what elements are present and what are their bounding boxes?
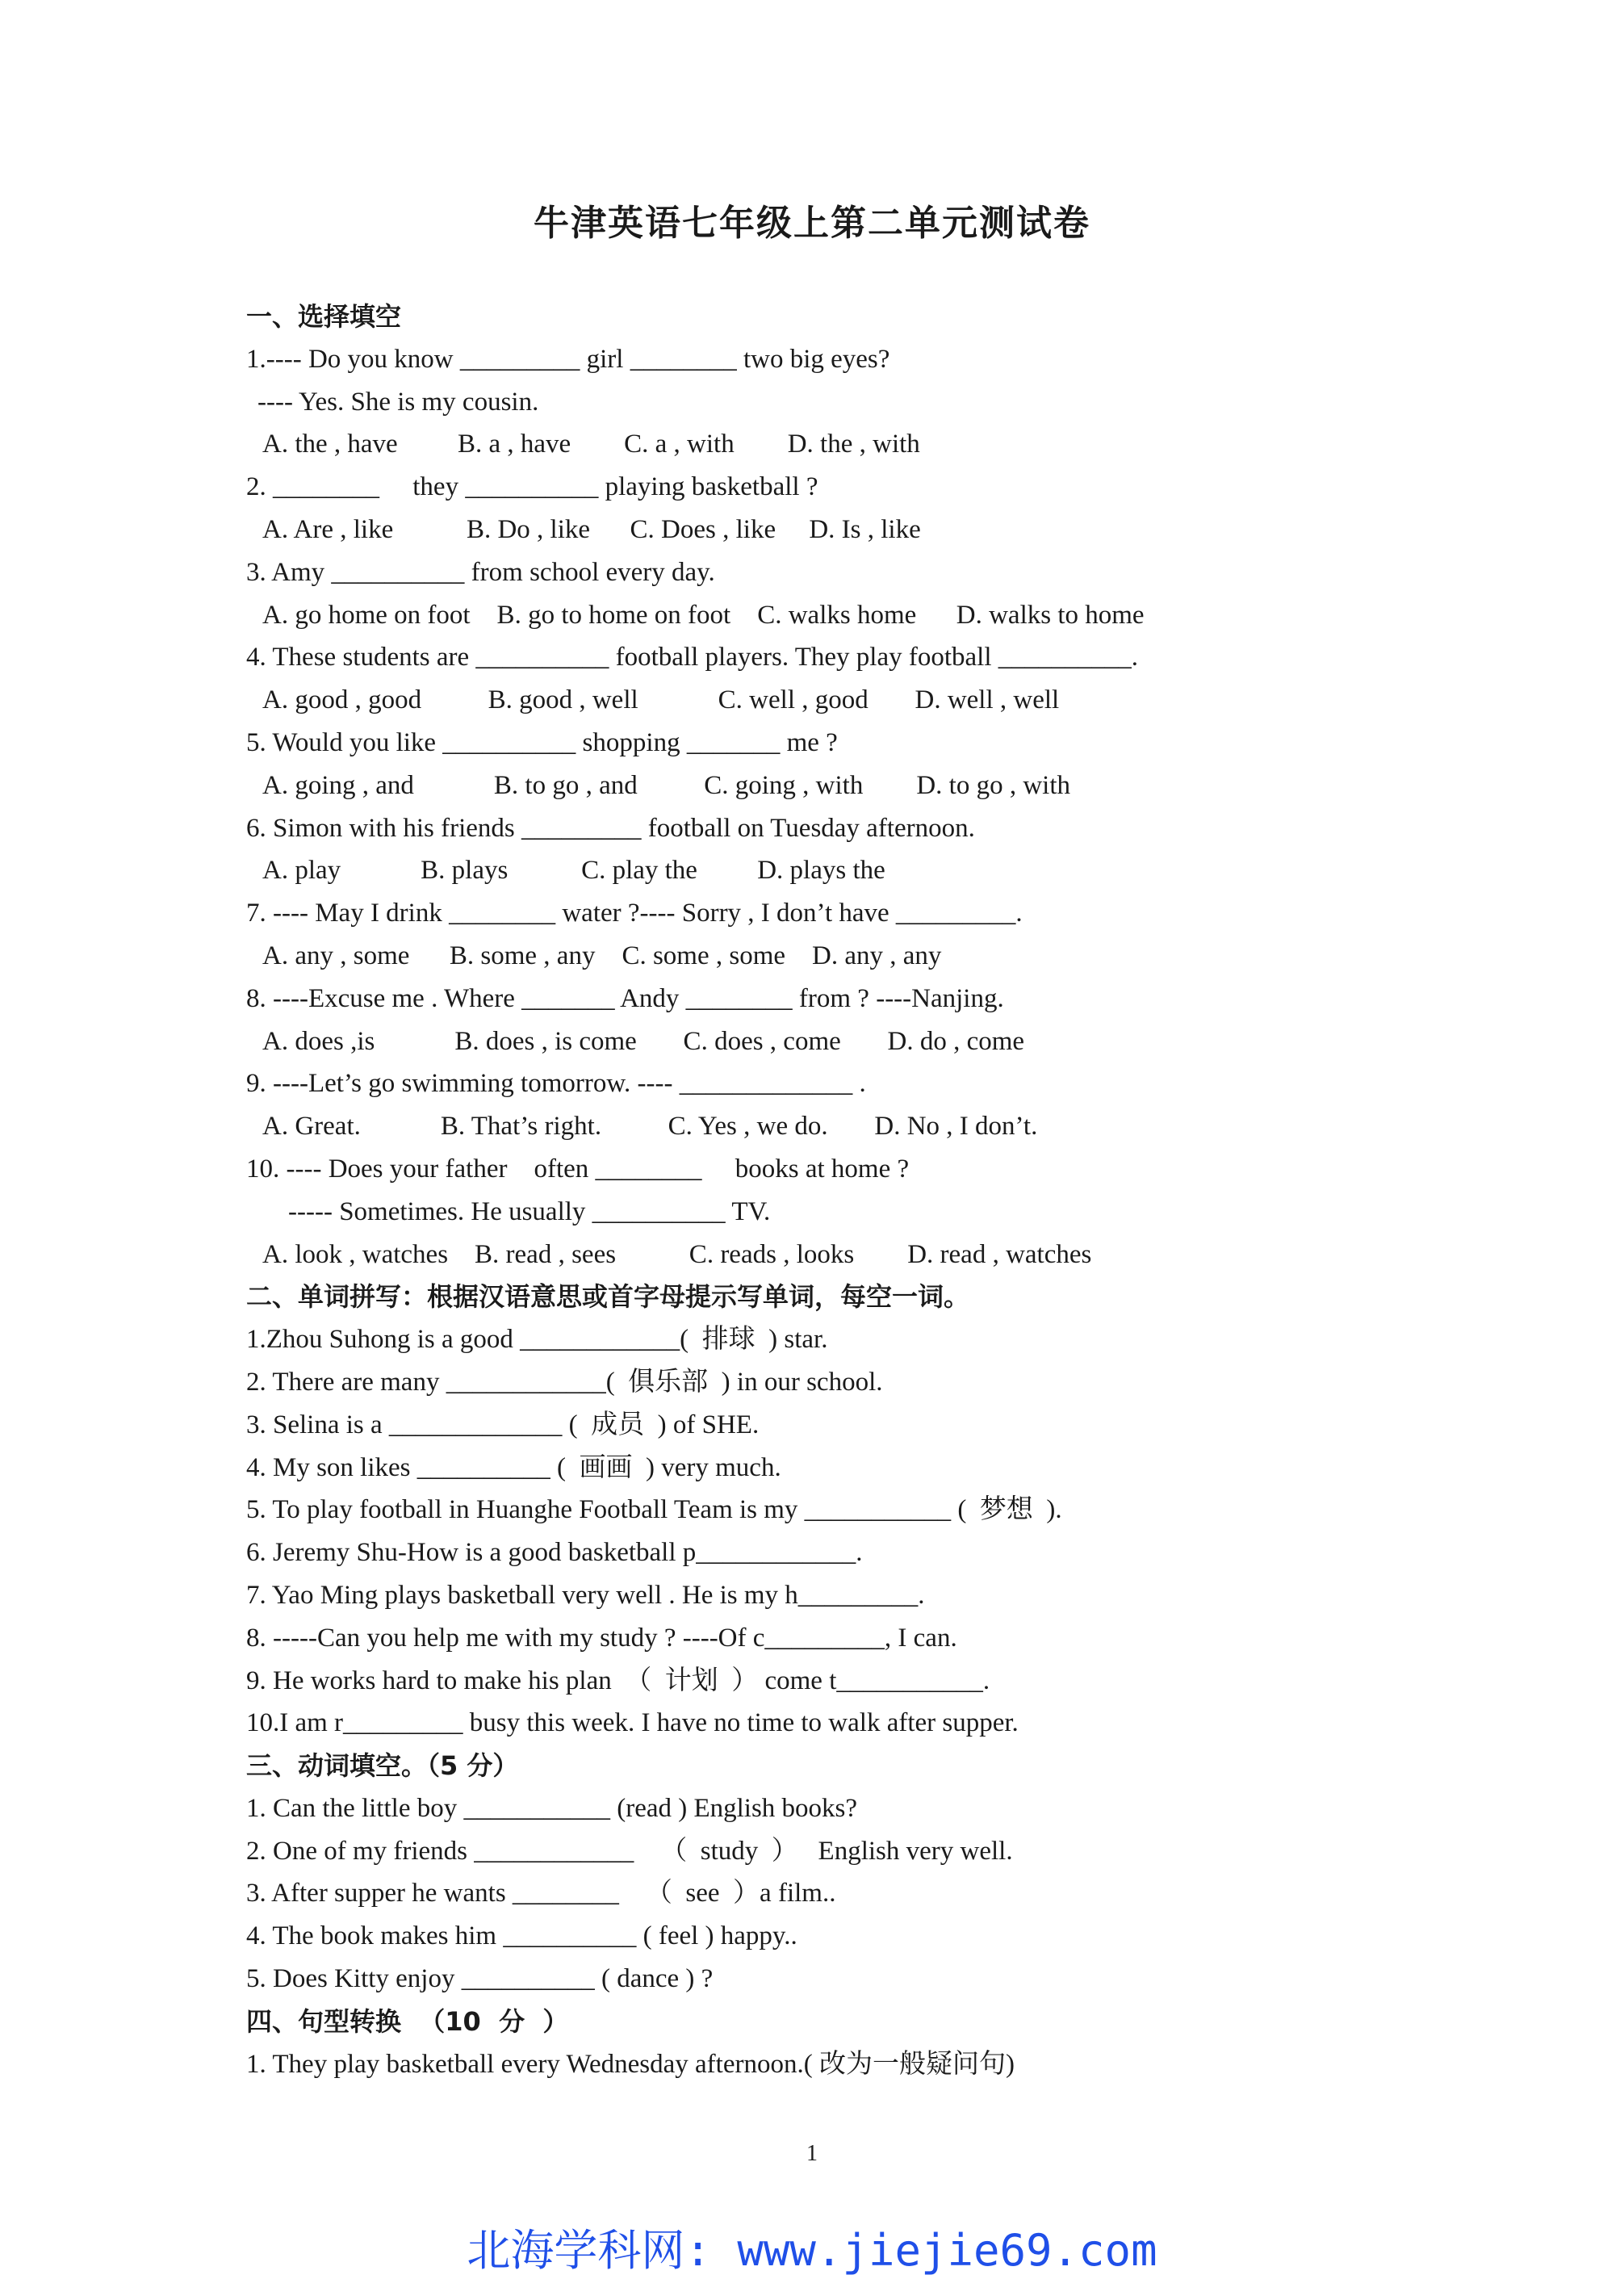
question-line: 1.---- Do you know _________ girl ________ two big eyes?: [246, 344, 890, 374]
page-title: 牛津英语七年级上第二单元测试卷: [534, 203, 1090, 244]
question-line: ---- Yes. She is my cousin.: [257, 387, 539, 417]
question-line: 4. The book makes him __________ ( feel ) happy..: [246, 1921, 797, 1951]
question-line: 3. Selina is a _____________ ( 成员 ) of SHE.: [246, 1410, 760, 1439]
section-heading: 一、选择填空: [246, 301, 402, 332]
question-line: 6. Simon with his friends _________ football on Tuesday afternoon.: [246, 813, 975, 843]
question-line: 5. Would you like __________ shopping _______ me ?: [246, 727, 838, 757]
question-line: 10.I am r_________ busy this week. I have no time to walk after supper.: [246, 1708, 1019, 1738]
question-line: 7. Yao Ming plays basketball very well . He is my h_________.: [246, 1580, 925, 1610]
answer-options: A. does ,is B. does , is come C. does , come D. do , come: [262, 1026, 1025, 1056]
question-line: 1. Can the little boy ___________ (read ) English books?: [246, 1793, 858, 1823]
question-line: 5. To play football in Huanghe Football Team is my ___________ ( 梦想 ).: [246, 1495, 1062, 1525]
answer-options: A. play B. plays C. play the D. plays the: [262, 856, 885, 886]
answer-options: A. the , have B. a , have C. a , with D. the , with: [262, 429, 920, 459]
question-line: 1.Zhou Suhong is a good ____________( 排球 ) star.: [246, 1325, 828, 1355]
question-line: 4. My son likes __________ ( 画画 ) very much.: [246, 1452, 781, 1482]
question-line: 2. ________ they __________ playing basketball ?: [246, 472, 818, 502]
question-line: 9. He works hard to make his plan （ 计划 ） come t___________.: [246, 1665, 990, 1695]
question-line: 4. These students are __________ football players. They play football __________.: [246, 643, 1139, 672]
question-line: 9. ----Let’s go swimming tomorrow. ---- _____________ .: [246, 1069, 866, 1099]
answer-options: A. good , good B. good , well C. well , good D. well , well: [262, 685, 1060, 715]
question-line: 7. ---- May I drink ________ water ?---- Sorry , I don’t have _________.: [246, 899, 1023, 928]
question-line: 5. Does Kitty enjoy __________ ( dance ) ?: [246, 1964, 714, 1994]
section-heading: 四、句型转换 （10 分 ）: [246, 2005, 569, 2037]
question-line: 3. After supper he wants ________ （ see ）a film..: [246, 1879, 836, 1908]
answer-options: A. going , and B. to go , and C. going , with D. to go , with: [262, 770, 1070, 800]
answer-options: A. any , some B. some , any C. some , some D. any , any: [262, 941, 942, 970]
question-line: 2. One of my friends ____________ （ study ） English very well.: [246, 1836, 1013, 1866]
question-line: 8. -----Can you help me with my study ? ----Of c_________, I can.: [246, 1623, 957, 1653]
answer-options: A. Are , like B. Do , like C. Does , like D. Is , like: [262, 514, 921, 544]
answer-options: A. go home on foot B. go to home on foot C. walks home D. walks to home: [262, 600, 1145, 630]
page-number: 1: [806, 2141, 818, 2166]
question-line: 10. ---- Does your father often ________ books at home ?: [246, 1154, 910, 1184]
watermark-footer: 北海学科网: www.jiejie69.com: [467, 2225, 1157, 2276]
question-line: 2. There are many ____________( 俱乐部 ) in our school.: [246, 1367, 883, 1397]
question-line: 8. ----Excuse me . Where _______ Andy ________ from ? ----Nanjing.: [246, 983, 1004, 1013]
section-heading: 三、动词填空。（5 分）: [246, 1750, 519, 1782]
exam-content: [246, 295, 1505, 2085]
question-line: 6. Jeremy Shu-How is a good basketball p____________.: [246, 1538, 863, 1568]
question-line: ----- Sometimes. He usually __________ TV.: [288, 1196, 771, 1226]
question-line: 1. They play basketball every Wednesday afternoon.( 改为一般疑问句): [246, 2049, 1015, 2079]
section-heading: 二、单词拼写：根据汉语意思或首字母提示写单词，每空一词。: [246, 1281, 970, 1313]
answer-options: A. Great. B. That’s right. C. Yes , we do. D. No , I don’t.: [262, 1112, 1038, 1142]
question-line: 3. Amy __________ from school every day.: [246, 557, 715, 587]
answer-options: A. look , watches B. read , sees C. reads , looks D. read , watches: [262, 1239, 1092, 1269]
